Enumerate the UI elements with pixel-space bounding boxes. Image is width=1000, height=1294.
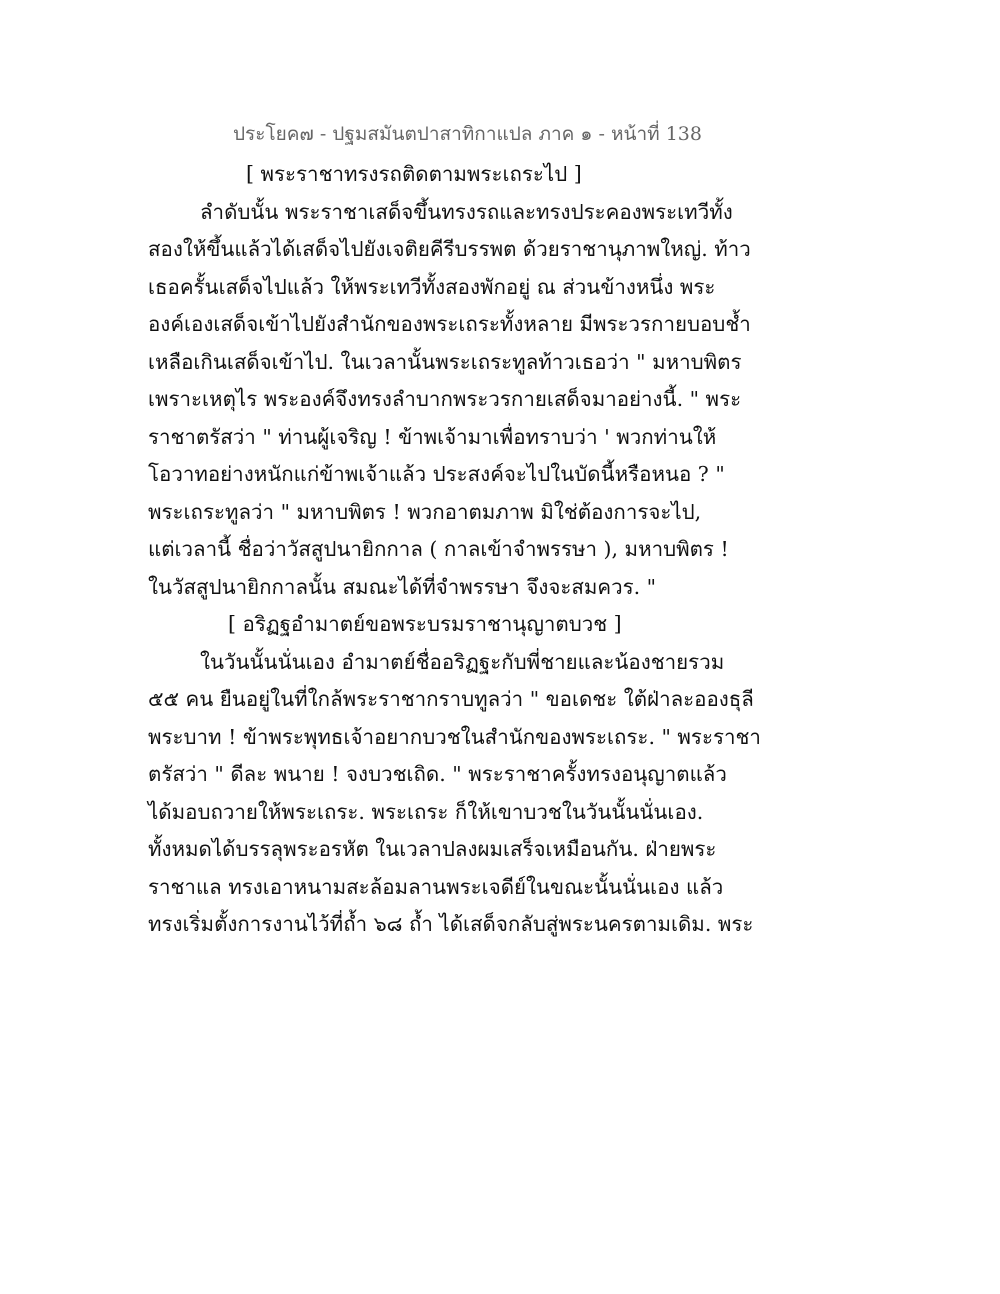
paragraph-line: ทรงเริ่มตั้งการงานไว้ที่ถ้ำ ๖๘ ถ้ำ ได้เสด็จกลับสู่พระนครตามเดิม. พระ	[148, 912, 754, 936]
paragraph-line: ราชาตรัสว่า " ท่านผู้เจริญ ! ข้าพเจ้ามาเพื่อทราบว่า ' พวกท่านให้	[148, 424, 717, 449]
paragraph-line: ๕๕ คน ยืนอยู่ในที่ใกล้พระราชากราบทูลว่า " ขอเดชะ ใต้ฝ่าละอองธุลี	[148, 687, 754, 711]
paragraph-line: องค์เองเสด็จเข้าไปยังสำนักของพระเถระทั้งหลาย มีพระวรกายบอบช้ำ	[148, 312, 751, 336]
paragraph-line: พระบาท ! ข้าพระพุทธเจ้าอยากบวชในสำนักของพระเถระ. " พระราชา	[148, 724, 761, 749]
paragraph-line: ได้มอบถวายให้พระเถระ. พระเถระ ก็ให้เขาบวชในวันนั้นนั่นเอง.	[148, 799, 704, 824]
section-heading: [ พระราชาทรงรถติดตามพระเถระไป ]	[246, 162, 582, 186]
paragraph-line: เหลือเกินเสด็จเข้าไป. ในเวลานั้นพระเถระทูลท้าวเธอว่า " มหาบพิตร	[148, 349, 742, 374]
paragraph-line: พระเถระทูลว่า " มหาบพิตร ! พวกอาตมภาพ มิใช่ต้องการจะไป,	[148, 499, 702, 524]
running-header: ประโยค๗ - ปฐมสมันตปาสาทิกาแปล ภาค ๑ - หน้าที่ 138	[232, 123, 702, 145]
paragraph-line: สองให้ขึ้นแล้วได้เสด็จไปยังเจติยคีรีบรรพต ด้วยราชานุภาพใหญ่. ท้าว	[148, 237, 751, 261]
paragraph-line: เธอครั้นเสด็จไปแล้ว ให้พระเทวีทั้งสองพักอยู่ ณ ส่วนข้างหนึ่ง พระ	[148, 274, 716, 299]
paragraph-line: แต่เวลานี้ ชื่อว่าวัสสูปนายิกกาล ( กาลเข้าจำพรรษา ), มหาบพิตร !	[148, 537, 729, 561]
paragraph-line: ในวัสสูปนายิกกาลนั้น สมณะได้ที่จำพรรษา จึงจะสมควร. "	[148, 574, 657, 599]
paragraph-line: ในวันนั้นนั่นเอง อำมาตย์ชื่ออริฏฐะกับพี่ชายและน้องชายรวม	[200, 649, 725, 674]
section-heading: [ อริฏฐอำมาตย์ขอพระบรมราชานุญาตบวช ]	[228, 612, 622, 636]
body-text	[148, 156, 761, 944]
paragraph-line: เพราะเหตุไร พระองค์จึงทรงลำบากพระวรกายเสด็จมาอย่างนี้. " พระ	[148, 387, 742, 411]
paragraph-line: ทั้งหมดได้บรรลุพระอรหัต ในเวลาปลงผมเสร็จเหมือนกัน. ฝ่ายพระ	[148, 837, 717, 861]
paragraph-line: ตรัสว่า " ดีละ พนาย ! จงบวชเถิด. " พระราชาครั้งทรงอนุญาตแล้ว	[148, 762, 727, 786]
paragraph-line: ราชาแล ทรงเอาหนามสะล้อมลานพระเจดีย์ในขณะนั้นนั่นเอง แล้ว	[148, 874, 724, 899]
paragraph-line: ลำดับนั้น พระราชาเสด็จขึ้นทรงรถและทรงประคองพระเทวีทั้ง	[200, 199, 733, 224]
paragraph-line: โอวาทอย่างหนักแก่ข้าพเจ้าแล้ว ประสงค์จะไปในบัดนี้หรือหนอ ? "	[148, 462, 725, 486]
